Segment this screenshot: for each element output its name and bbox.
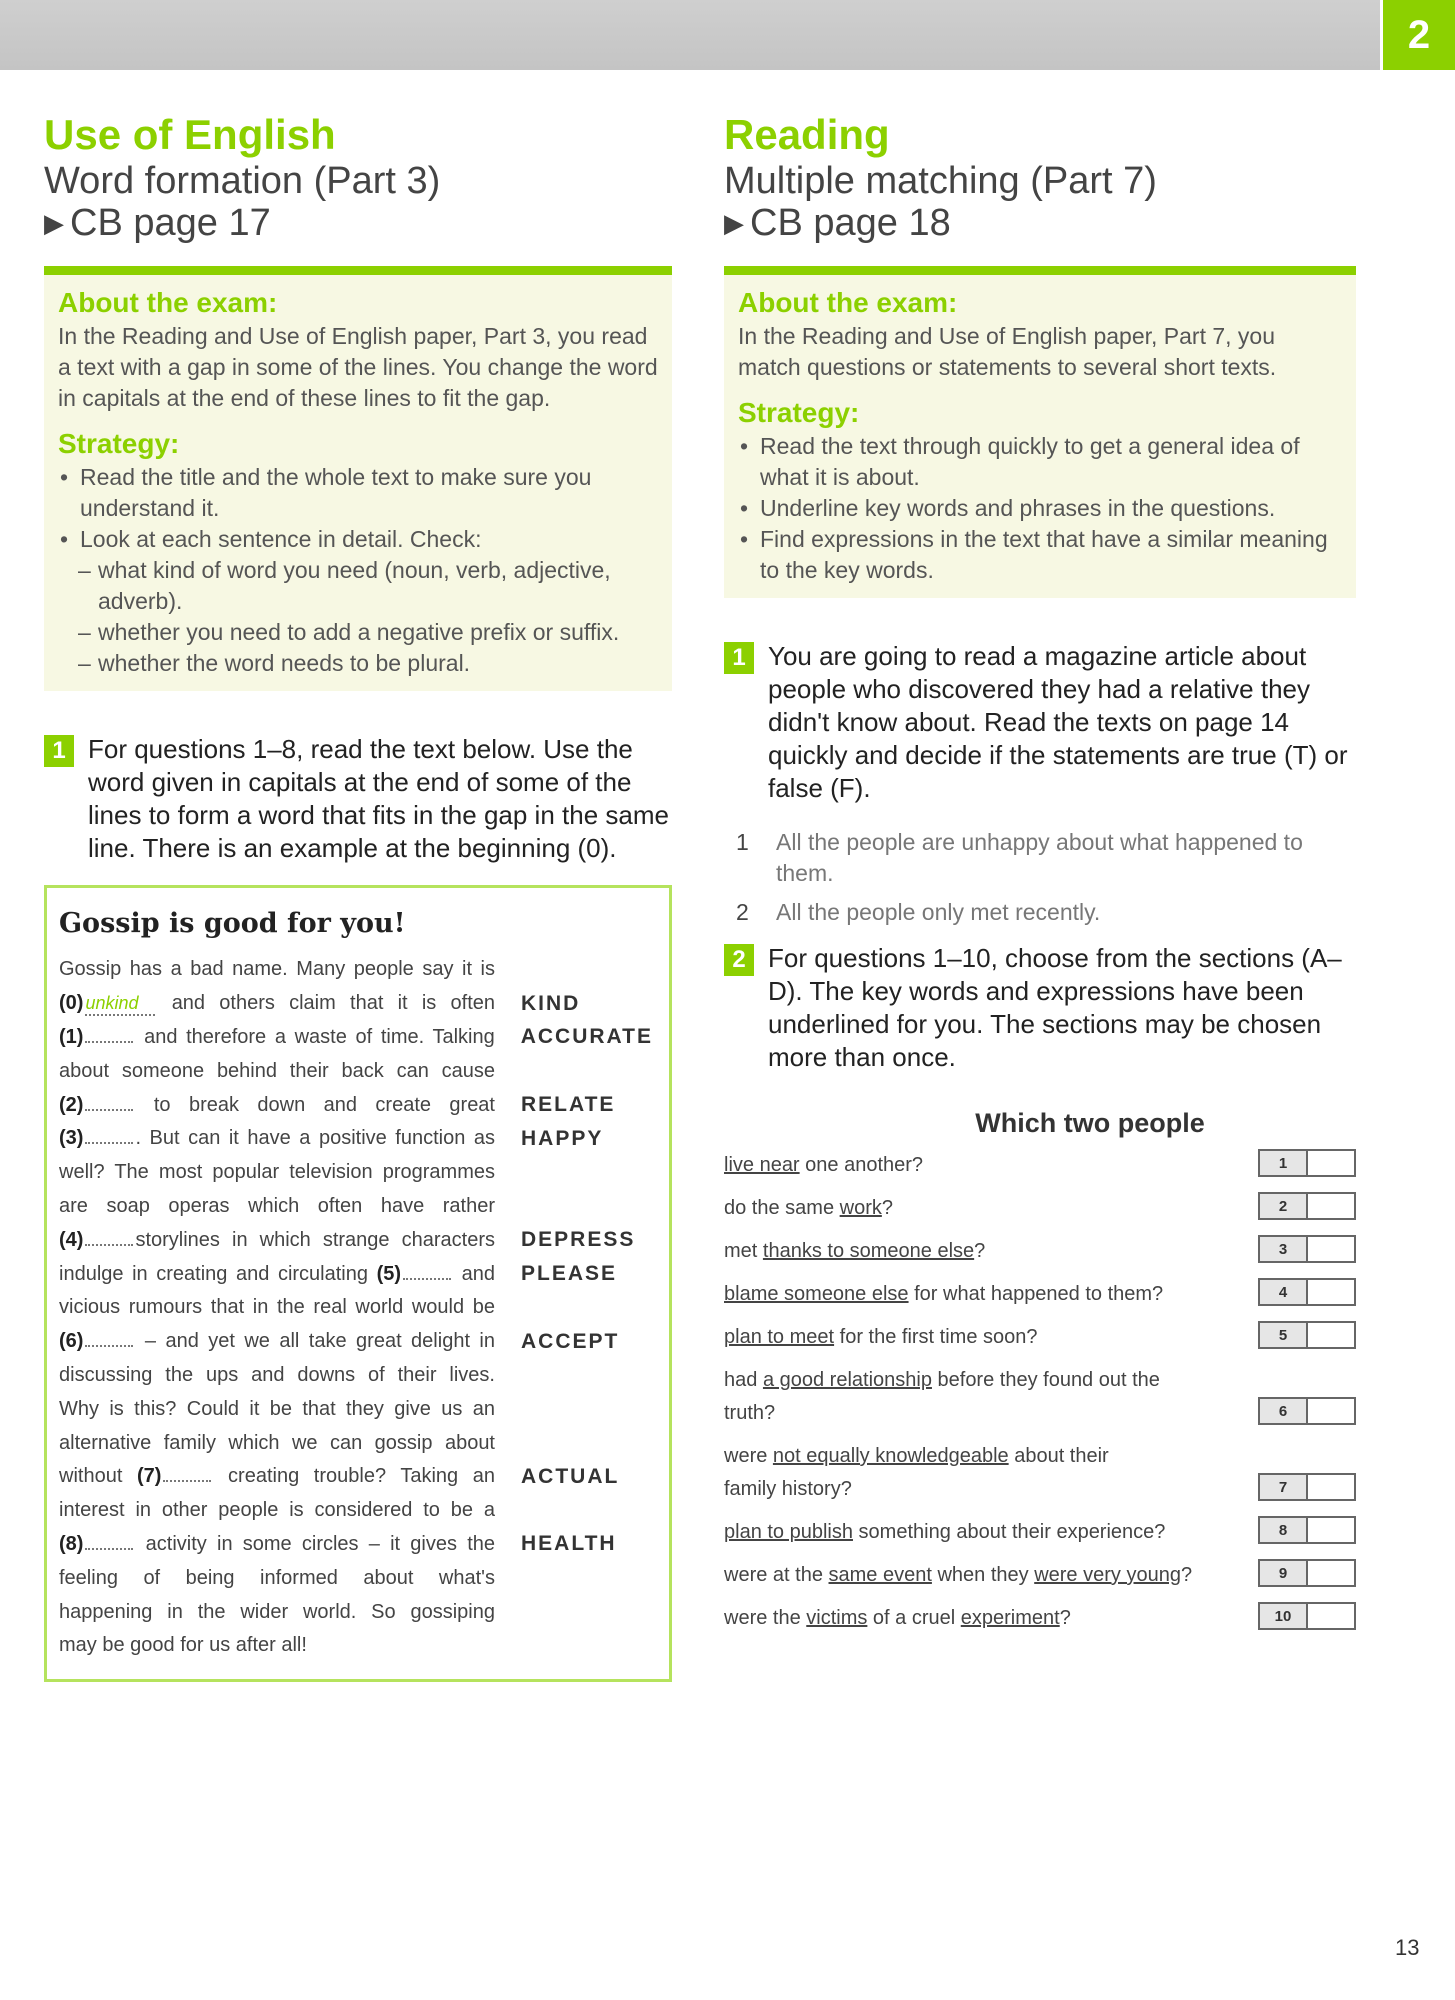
- stem-word: HEALTH: [521, 1532, 617, 1556]
- answer-gap[interactable]: [85, 1331, 133, 1347]
- gossip-title: Gossip is good for you!: [59, 908, 406, 939]
- answer-box[interactable]: 7: [1258, 1473, 1356, 1501]
- true-false-statements: [724, 827, 1356, 928]
- section-subtitle: Multiple matching (Part 7): [724, 160, 1157, 202]
- task-number-badge: 1: [44, 735, 74, 767]
- question-row: had a good relationship before they found out the truth? 6: [724, 1364, 1356, 1430]
- gossip-line: without (7) creating trouble? Taking an ACTUAL: [59, 1464, 620, 1488]
- gossip-line: indulge in creating and circulating (5) and PLEASE: [59, 1262, 618, 1286]
- answer-box[interactable]: 6: [1258, 1397, 1356, 1425]
- stem-word: KIND: [521, 991, 581, 1015]
- answer-box[interactable]: 10: [1258, 1602, 1356, 1630]
- answer-gap[interactable]: [85, 1027, 133, 1043]
- about-exam-text: In the Reading and Use of English paper, Part 3, you read a text with a gap in some of the lines. You change the word in capitals at the end of these lines to fit the gap.: [58, 323, 658, 411]
- about-exam-box: [44, 266, 672, 691]
- stem-word: ACTUAL: [521, 1464, 620, 1488]
- strategy-list: [58, 462, 658, 555]
- strategy-bullet: • Find expressions in the text that have a similar meaning to the key words.: [738, 524, 1342, 586]
- strategy-sub-item: – whether the word needs to be plural.: [58, 648, 658, 679]
- play-arrow-icon: ▶: [44, 208, 64, 238]
- stem-word: RELATE: [521, 1093, 616, 1117]
- answer-box[interactable]: 3: [1258, 1235, 1356, 1263]
- strategy-list: [738, 431, 1342, 586]
- question-row: plan to meet for the first time soon? 5: [724, 1321, 1356, 1354]
- strategy-bullet: • Read the title and the whole text to make sure you understand it.: [58, 462, 658, 524]
- about-exam-heading: About the exam:: [738, 287, 958, 318]
- cb-page-reference[interactable]: ▶ CB page 17: [44, 202, 271, 244]
- example-answer: unkind: [85, 993, 155, 1016]
- gossip-line: (0) unkind and others claim that it is often KIND: [59, 991, 581, 1015]
- question-row: do the same work? 2: [724, 1192, 1356, 1225]
- gossip-line: feeling of being informed about what's: [59, 1566, 495, 1589]
- answer-gap[interactable]: [403, 1264, 451, 1280]
- about-exam-heading: About the exam:: [58, 287, 278, 318]
- answer-gap[interactable]: [85, 1230, 133, 1246]
- question-row: met thanks to someone else? 3: [724, 1235, 1356, 1268]
- gossip-line: interest in other people is considered to be a: [59, 1499, 495, 1522]
- about-exam-box: [724, 266, 1356, 598]
- gossip-line: discussing the ups and downs of their lives.: [59, 1363, 495, 1386]
- strategy-bullet: • Look at each sentence in detail. Check:: [58, 524, 658, 555]
- answer-gap[interactable]: [163, 1466, 211, 1482]
- answer-box[interactable]: 4: [1258, 1278, 1356, 1306]
- answer-box[interactable]: 1: [1258, 1149, 1356, 1177]
- play-arrow-icon: ▶: [724, 208, 744, 238]
- task-text: You are going to read a magazine article about people who discovered they had a relative they didn't know about. Read the texts on page 14 quickly and decide if the statements are true (T) or false (F).: [768, 641, 1348, 803]
- gossip-text-box: [44, 885, 672, 1682]
- gossip-line: (8) activity in some circles – it gives the HEALTH: [59, 1532, 617, 1556]
- answer-gap[interactable]: [85, 1095, 133, 1111]
- reading-column: [724, 110, 1356, 1635]
- task-2-instructions: [724, 942, 1356, 1074]
- strategy-heading: Strategy:: [738, 397, 860, 428]
- gossip-line: Gossip has a bad name. Many people say it is: [59, 958, 495, 981]
- gossip-line: (4) storylines in which strange characters DEPRESS: [59, 1228, 636, 1252]
- section-subtitle: Word formation (Part 3): [44, 160, 441, 202]
- gossip-line: happening in the wider world. So gossiping: [59, 1600, 495, 1623]
- gossip-line: Why is this? Could it be that they give us an: [59, 1397, 495, 1420]
- gossip-line: are soap operas which often have rather: [59, 1194, 495, 1217]
- section-title-use-of-english: Use of English: [44, 111, 336, 158]
- answer-box[interactable]: 2: [1258, 1192, 1356, 1220]
- gossip-line: (2) to break down and create great RELATE: [59, 1093, 616, 1117]
- strategy-bullet: • Underline key words and phrases in the questions.: [738, 493, 1342, 524]
- top-header-band: [0, 0, 1380, 70]
- question-row: blame someone else for what happened to them? 4: [724, 1278, 1356, 1311]
- stem-word: ACCEPT: [521, 1329, 620, 1353]
- unit-number-tab: 2: [1383, 0, 1455, 70]
- answer-box[interactable]: 9: [1258, 1559, 1356, 1587]
- answer-gap[interactable]: [85, 1128, 133, 1144]
- gossip-line: vicious rumours that in the real world would be: [59, 1296, 495, 1319]
- page-number: 13: [1395, 1935, 1420, 1960]
- cb-page-reference[interactable]: ▶ CB page 18: [724, 202, 951, 244]
- strategy-sub-item: – what kind of word you need (noun, verb, adjective, adverb).: [58, 555, 658, 617]
- gossip-line: (1) and therefore a waste of time. Talking ACCURATE: [59, 1025, 653, 1049]
- gossip-line: alternative family which we can gossip about: [59, 1431, 495, 1454]
- which-two-people-heading: Which two people: [975, 1108, 1205, 1138]
- question-row: were not equally knowledgeable about their family history? 7: [724, 1440, 1356, 1506]
- gossip-line: may be good for us after all!: [59, 1634, 307, 1657]
- task-text: For questions 1–10, choose from the sections (A–D). The key words and expressions have been underlined for you. The sections may be chosen more than once.: [768, 943, 1342, 1072]
- task-1-instructions: [44, 733, 672, 865]
- answer-box[interactable]: 8: [1258, 1516, 1356, 1544]
- gossip-line: (6) – and yet we all take great delight in ACCEPT: [59, 1329, 620, 1353]
- question-row: plan to publish something about their experience? 8: [724, 1516, 1356, 1549]
- about-exam-text: In the Reading and Use of English paper, Part 7, you match questions or statements to several short texts.: [738, 323, 1277, 380]
- question-row: were the victims of a cruel experiment? 10: [724, 1602, 1356, 1635]
- stem-word: ACCURATE: [520, 1025, 653, 1049]
- statement-item: 2 All the people only met recently.: [736, 899, 1101, 925]
- task-text: For questions 1–8, read the text below. Use the word given in capitals at the end of some of the lines to form a word that fits in the gap in the same line. There is an example at the beginning (0).: [88, 734, 669, 863]
- strategy-sub-item: – whether you need to add a negative prefix or suffix.: [58, 617, 658, 648]
- question-row: live near one another? 1: [724, 1149, 1356, 1182]
- answer-gap[interactable]: [85, 1534, 133, 1550]
- section-title-reading: Reading: [724, 111, 890, 158]
- statement-item: 1 All the people are unhappy about what happened to them.: [736, 829, 1303, 886]
- gossip-line: about someone behind their back can cause: [59, 1059, 495, 1082]
- stem-word: HAPPY: [521, 1126, 604, 1150]
- gossip-line: well? The most popular television programmes: [59, 1161, 495, 1184]
- strategy-bullet: • Read the text through quickly to get a general idea of what it is about.: [738, 431, 1342, 493]
- task-number-badge: 1: [724, 642, 754, 674]
- question-row: were at the same event when they were very young? 9: [724, 1559, 1356, 1592]
- stem-word: DEPRESS: [521, 1228, 636, 1252]
- answer-box[interactable]: 5: [1258, 1321, 1356, 1349]
- task-1-instructions: [724, 640, 1356, 805]
- gossip-line: (3) . But can it have a positive function as HAPPY: [59, 1126, 604, 1150]
- strategy-heading: Strategy:: [58, 428, 180, 459]
- use-of-english-column: [44, 110, 672, 1682]
- task-number-badge: 2: [724, 944, 754, 976]
- stem-word: PLEASE: [521, 1262, 618, 1286]
